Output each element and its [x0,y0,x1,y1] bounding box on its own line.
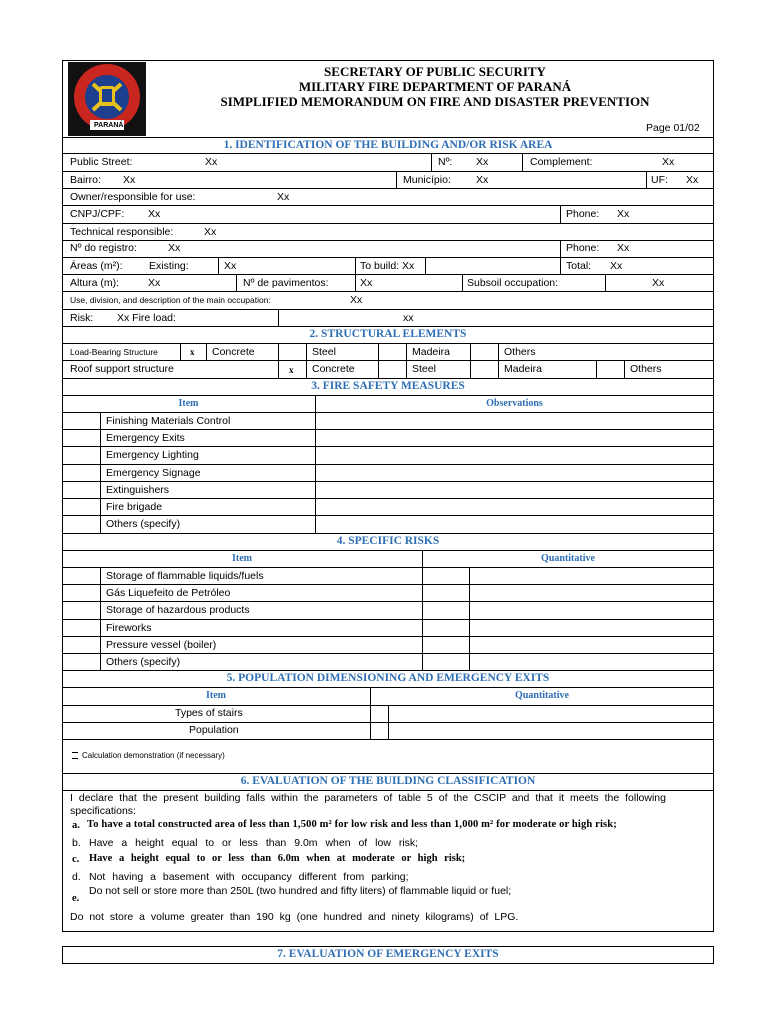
spec-b: Have a height equal to or less than 9.0m when of low risk; [89,837,419,849]
load-bearing-mark[interactable]: x [190,347,195,357]
registro-value[interactable]: Xx [168,242,181,254]
use-label: Use, division, and description of the main occupation: [70,295,271,305]
roof-support-madeira: Madeira [504,363,542,375]
spec-e-letter: e. [72,893,80,904]
areas-label: Áreas (m²): [70,260,123,272]
section-2-title: 2. STRUCTURAL ELEMENTS [309,328,467,340]
spec-f: Do not store a volume greater than 190 kg (one hundred and ninety kilograms) of LPG. [70,911,519,923]
total-value[interactable]: Xx [610,260,623,272]
load-bearing-others: Others [504,346,536,358]
roof-support-others: Others [630,363,662,375]
bairro-value[interactable]: Xx [123,174,136,186]
fire-safety-item: Others (specify) [106,518,181,530]
to-build-field[interactable]: To build: Xx [360,260,415,272]
technical-responsible-value[interactable]: Xx [204,226,217,238]
specific-risk-item: Storage of flammable liquids/fuels [106,570,264,582]
subsoil-value[interactable]: Xx [652,277,665,289]
fire-safety-item: Emergency Lighting [106,449,199,461]
fire-safety-item: Finishing Materials Control [106,415,231,427]
spec-b-letter: b. [72,837,81,849]
public-street-label: Public Street: [70,156,133,168]
stairs-type-label: Types of stairs [175,707,243,719]
page-number: Page 01/02 [646,122,700,134]
spec-a-letter: a. [72,820,80,831]
fire-safety-item: Fire brigade [106,501,163,513]
number-label: Nº: [438,156,453,168]
total-label: Total: [566,260,592,272]
roof-support-label: Roof support structure [70,363,174,375]
section-4-title: 4. SPECIFIC RISKS [336,535,440,547]
phone-value[interactable]: Xx [617,208,630,220]
section-5-title: 5. POPULATION DIMENSIONING AND EMERGENCY EXITS [226,672,550,684]
uf-value[interactable]: Xx [686,174,699,186]
phone-label: Phone: [566,208,600,220]
complement-label: Complement: [530,156,593,168]
roof-support-concrete: Concrete [312,363,355,375]
registro-label: Nº do registro: [70,242,137,254]
spec-c-letter: c. [72,854,80,865]
calculation-demonstration: Calculation demonstration (if necessary) [82,751,225,760]
roof-support-mark[interactable]: x [289,365,294,375]
load-bearing-concrete: Concrete [212,346,255,358]
cnpj-value[interactable]: Xx [148,208,161,220]
existing-label: Existing: [149,260,189,272]
header-line-3: SIMPLIFIED MEMORANDUM ON FIRE AND DISASTER PREVENTION [220,94,650,109]
roof-support-steel: Steel [412,363,436,375]
load-bearing-label: Load-Bearing Structure [70,347,158,357]
population-item-header: Item [206,690,226,701]
fire-department-logo [68,62,146,136]
population-label: Population [189,724,239,736]
municipio-label: Município: [403,174,451,186]
load-bearing-madeira: Madeira [412,346,450,358]
phone2-label: Phone: [566,242,600,254]
specific-risk-item: Gás Liquefeito de Petróleo [106,587,231,599]
fire-safety-observations-header: Observations [486,398,543,409]
population-quantitative-header: Quantitative [515,690,569,701]
cnpj-label: CNPJ/CPF: [70,208,125,220]
load-bearing-steel: Steel [312,346,336,358]
public-street-value[interactable]: Xx [205,156,218,168]
use-value[interactable]: Xx [350,294,363,306]
specific-risks-item-header: Item [232,553,252,564]
spec-d: Not having a basement with occupancy different from parking; [89,871,409,883]
owner-label: Owner/responsible for use: [70,191,196,203]
declaration-intro: I declare that the present building falls within the parameters of table 5 of the CSCIP and that it meets the following specifications: [70,792,666,817]
altura-value[interactable]: Xx [148,277,161,289]
existing-value[interactable]: Xx [224,260,237,272]
header-line-2: MILITARY FIRE DEPARTMENT OF PARANÁ [298,79,572,94]
spec-c: Have a height equal to or less than 6.0m when at moderate or high risk; [89,853,466,864]
specific-risk-item: Storage of hazardous products [106,604,250,616]
fire-safety-item-header: Item [178,398,199,409]
complement-value[interactable]: Xx [662,156,675,168]
municipio-value[interactable]: Xx [476,174,489,186]
specific-risk-item: Fireworks [106,622,152,634]
technical-responsible-label: Technical responsible: [70,226,174,238]
spec-d-letter: d. [72,871,81,883]
section-7-title: 7. EVALUATION OF EMERGENCY EXITS [277,948,499,960]
altura-label: Altura (m): [70,277,120,289]
spec-a: To have a total constructed area of less than 1,500 m² for low risk and less than 1,000 m² for moderate or high risk; [87,819,617,830]
phone2-value[interactable]: Xx [617,242,630,254]
logo-text: PARANÁ [94,122,124,129]
fire-load-value[interactable]: xx [403,312,414,324]
header-line-1: SECRETARY OF PUBLIC SECURITY [324,64,546,79]
number-value[interactable]: Xx [476,156,489,168]
risk-value-fire-load-label: Xx Fire load: [117,312,176,324]
checkbox-icon[interactable] [72,752,78,759]
spec-e: Do not sell or store more than 250L (two hundred and fifty liters) of flammable liquid or fuel; [89,885,512,897]
specific-risks-quantitative-header: Quantitative [541,553,595,564]
section-1-title: 1. IDENTIFICATION OF THE BUILDING AND/OR RISK AREA [223,139,553,151]
bairro-label: Bairro: [70,174,101,186]
pavimentos-label: Nº de pavimentos: [243,277,329,289]
section-6-title: 6. EVALUATION OF THE BUILDING CLASSIFICATION [240,775,536,787]
fire-safety-item: Extinguishers [106,484,170,496]
owner-value[interactable]: Xx [277,191,290,203]
specific-risk-item: Others (specify) [106,656,181,668]
specific-risk-item: Pressure vessel (boiler) [106,639,217,651]
fire-safety-item: Emergency Exits [106,432,185,444]
section-3-title: 3. FIRE SAFETY MEASURES [311,380,465,392]
fire-safety-item: Emergency Signage [106,467,201,479]
subsoil-label: Subsoil occupation: [467,277,559,289]
risk-label: Risk: [70,312,94,324]
uf-label: UF: [651,174,668,186]
pavimentos-value[interactable]: Xx [360,277,373,289]
